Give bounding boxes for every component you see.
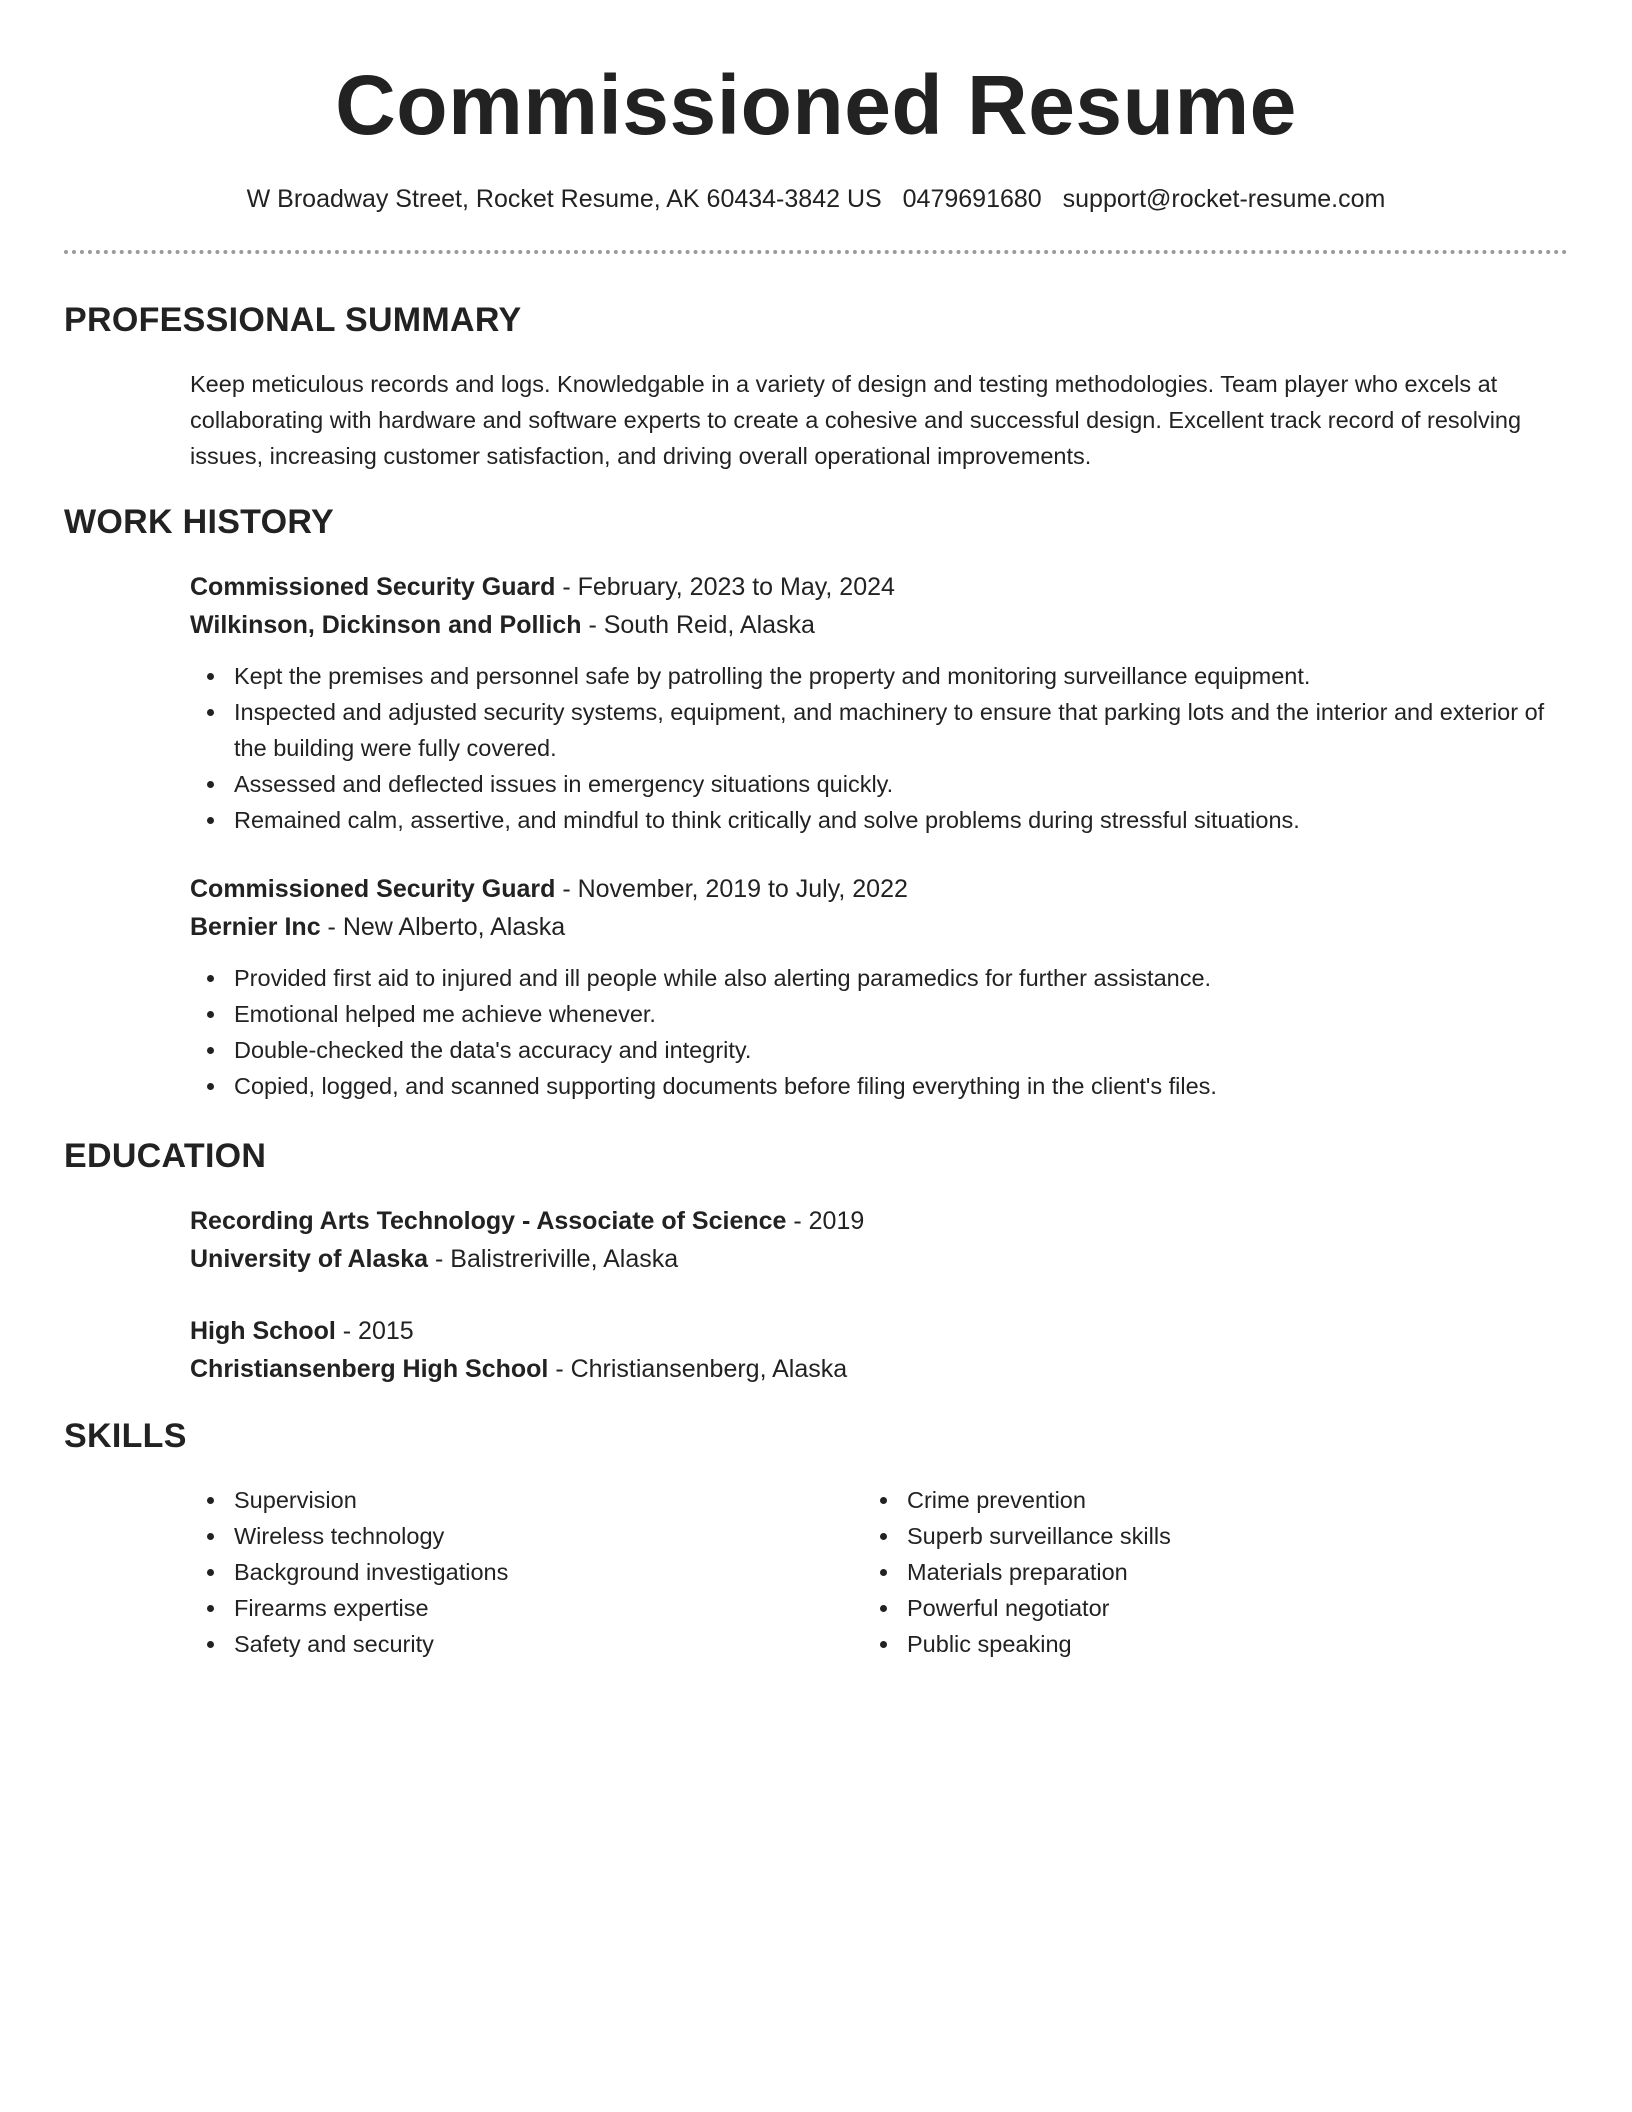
education-degree-line: [190, 1312, 1568, 1350]
list-item: Copied, logged, and scanned supporting documents before filing everything in the client's files.: [190, 1068, 1568, 1104]
skills-column-right: [863, 1482, 1503, 1662]
section-title-summary: PROFESSIONAL SUMMARY: [64, 301, 522, 339]
education-degree-line: [190, 1202, 1568, 1240]
job-dates: - February, 2023 to May, 2024: [555, 573, 895, 601]
list-item: Firearms expertise: [190, 1590, 830, 1626]
section-title-skills: SKILLS: [64, 1417, 187, 1455]
job-company-line: [190, 908, 1568, 946]
summary-text: Keep meticulous records and logs. Knowledgable in a variety of design and testing methodologies. Team player who excels at collaborating with hardware and software experts to create a cohesive and successful design. Excellent track record of resolving issues, increasing customer satisfaction, and driving overall operational improvements.: [190, 371, 1522, 469]
list-item: Background investigations: [190, 1554, 830, 1590]
list-item: Remained calm, assertive, and mindful to think critically and solve problems during stressful situations.: [190, 802, 1568, 838]
contact-email: support@rocket-resume.com: [1062, 185, 1386, 213]
section-title-work: WORK HISTORY: [64, 503, 334, 541]
list-item: Provided first aid to injured and ill people while also alerting paramedics for further assistance.: [190, 960, 1568, 996]
education-school-line: [190, 1240, 1568, 1278]
header-divider: [64, 250, 1568, 254]
list-item: Powerful negotiator: [863, 1590, 1503, 1626]
education-location: - Balistreriville, Alaska: [428, 1245, 679, 1273]
contact-address: W Broadway Street, Rocket Resume, AK 60434-3842 US: [246, 185, 882, 213]
education-year: - 2019: [786, 1207, 865, 1235]
list-item: Emotional helped me achieve whenever.: [190, 996, 1568, 1032]
job-company: Bernier Inc: [190, 913, 321, 941]
list-item: Materials preparation: [863, 1554, 1503, 1590]
education-year: - 2015: [335, 1317, 414, 1345]
education-school: University of Alaska: [190, 1245, 429, 1273]
job-role: Commissioned Security Guard: [190, 875, 556, 903]
list-item: Kept the premises and personnel safe by patrolling the property and monitoring surveillance equipment.: [190, 658, 1568, 694]
job-company: Wilkinson, Dickinson and Pollich: [190, 611, 582, 639]
list-item: Double-checked the data's accuracy and integrity.: [190, 1032, 1568, 1068]
skills-list-left: [190, 1482, 830, 1662]
skills-column-left: [190, 1482, 830, 1662]
job-entry-1: [190, 568, 1568, 838]
list-item: Wireless technology: [190, 1518, 830, 1554]
job-title-line: [190, 568, 1568, 606]
list-item: Safety and security: [190, 1626, 830, 1662]
job-dates: - November, 2019 to July, 2022: [555, 875, 908, 903]
section-title-education: EDUCATION: [64, 1137, 267, 1175]
resume-name: Commissioned Resume: [335, 58, 1297, 152]
education-school: Christiansenberg High School: [190, 1355, 549, 1383]
list-item: Superb surveillance skills: [863, 1518, 1503, 1554]
skills-list-right: [863, 1482, 1503, 1662]
education-entry-1: [190, 1202, 1568, 1278]
list-item: Crime prevention: [863, 1482, 1503, 1518]
job-bullets: [190, 658, 1568, 838]
list-item: Inspected and adjusted security systems, equipment, and machinery to ensure that parking lots and the interior and exterior of the building were fully covered.: [190, 694, 1568, 766]
job-role: Commissioned Security Guard: [190, 573, 556, 601]
list-item: Supervision: [190, 1482, 830, 1518]
job-bullets: [190, 960, 1568, 1104]
education-degree: High School: [190, 1317, 336, 1345]
education-entry-2: [190, 1312, 1568, 1388]
job-company-line: [190, 606, 1568, 644]
education-location: - Christiansenberg, Alaska: [548, 1355, 848, 1383]
job-location: - New Alberto, Alaska: [320, 913, 566, 941]
education-degree: Recording Arts Technology - Associate of Science: [190, 1207, 787, 1235]
list-item: Public speaking: [863, 1626, 1503, 1662]
contact-phone: 0479691680: [902, 185, 1042, 213]
list-item: Assessed and deflected issues in emergency situations quickly.: [190, 766, 1568, 802]
job-title-line: [190, 870, 1568, 908]
education-school-line: [190, 1350, 1568, 1388]
job-location: - South Reid, Alaska: [581, 611, 815, 639]
contact-line: [0, 182, 1632, 216]
summary-block: [190, 366, 1568, 474]
job-entry-2: [190, 870, 1568, 1104]
